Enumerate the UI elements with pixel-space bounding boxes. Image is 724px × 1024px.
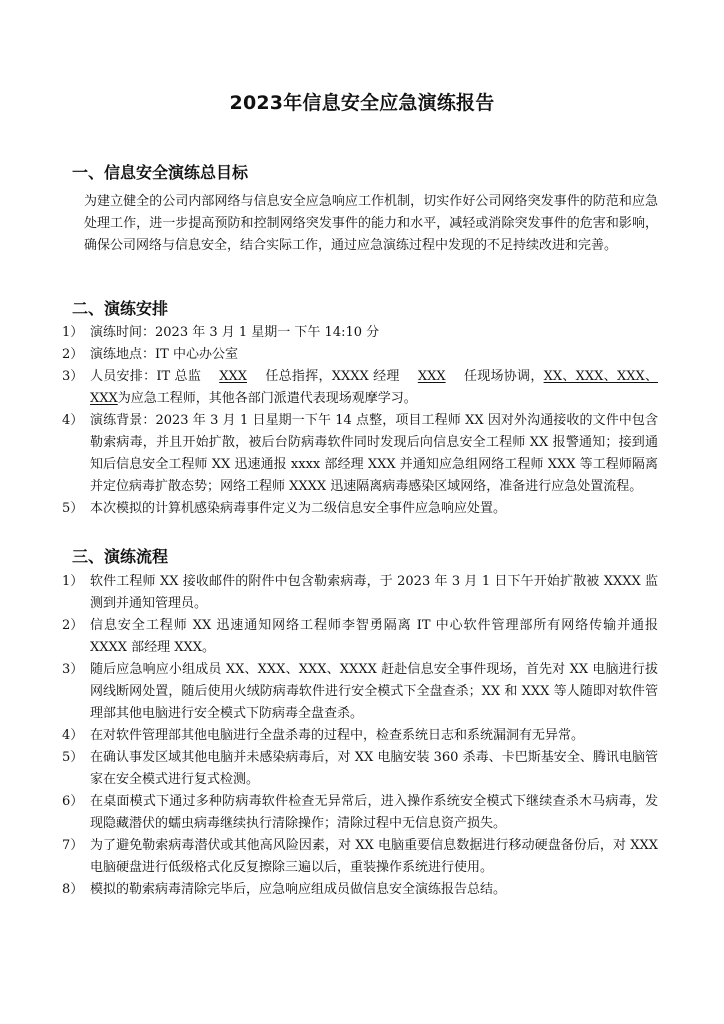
list-item [62,879,658,901]
list-item-text: 任总指挥，XXXX 经理 [265,369,400,384]
list-item-text: 在桌面模式下通过多种防病毒软件检查无异常后，进入操作系统安全模式下继续查杀木马病毒，发现隐藏潜伏的蠕虫病毒继续执行清除操作；清除过程中无信息资产损失。 [90,794,658,831]
section-2-heading: 二、演练安排 [72,299,169,318]
list-item [62,322,658,344]
underlined-blank: XXX [417,369,446,384]
section-2-list [62,322,658,520]
section-1-paragraph: 为建立健全的公司内部网络与信息安全应急响应工作机制，切实作好公司网络突发事件的防范和应急处理工作，进一步提高预防和控制网络突发事件的能力和水平，减轻或消除突发事件的危害和影响，确保公司网络与信息安全，结合实际工作，通过应急演练过程中发现的不足持续改进和完善。 [84,194,658,253]
section-3-heading: 三、演练流程 [72,547,169,566]
list-item [62,498,658,520]
list-item-text: 演练背景：2023 年 3 月 1 日星期一下午 14 点整，项目工程师 XX 因对外沟通接收的文件中包含勒索病毒，并且开始扩散，被后台防病毒软件同时发现后向信息安全工程师 XX 报警通知；接到通知后信息安全工程师 XX 迅速通报 xxxx 部经理 XXX 并通知应急组网络工程师 XXX 等工程师隔离并定位病毒扩散态势；网络工程师 XXXX 迅速隔离病毒感染区域网络，准备进行应急处置流程。 [90,413,658,494]
list-item [62,835,658,879]
list-item-text: 随后应急响应小组成员 XX、XXX、XXX、XXXX 赶赴信息安全事件现场，首先对 XX 电脑进行拔网线断网处置，随后使用火绒防病毒软件进行安全模式下全盘查杀；XX 和 XXX 等人随即对软件管理部其他电脑进行安全模式下防病毒全盘查杀。 [90,662,658,721]
list-item [62,659,658,725]
list-item-text: 任现场协调， [463,369,544,384]
list-item [62,615,658,659]
list-item-text: 本次模拟的计算机感染病毒事件定义为二级信息安全事件应急响应处置。 [90,501,507,516]
list-item-number: 3） [62,369,84,384]
document-title: 2023年信息安全应急演练报告 [229,92,495,114]
list-item-number: 5） [62,501,84,516]
list-item-number: 1） [62,574,84,589]
list-item-number: 3） [62,662,84,677]
list-item-text: 信息安全工程师 XX 迅速通知网络工程师李智勇隔离 IT 中心软件管理部所有网络传输并通报 XXXX 部经理 XXX。 [90,618,658,655]
list-item [62,366,658,410]
list-item-text: 演练地点：IT 中心办公室 [90,347,238,362]
list-item-text: 为应急工程师，其他各部门派遣代表现场观摩学习。 [117,391,417,406]
list-item [62,410,658,498]
section-3-list [62,571,658,901]
list-item-number: 8） [62,882,84,897]
list-item-number: 2） [62,618,84,633]
list-item-text: 软件工程师 XX 接收邮件的附件中包含勒索病毒，于 2023 年 3 月 1 日下午开始扩散被 XXXX 监测到并通知管理员。 [90,574,658,611]
list-item [62,571,658,615]
list-item-number: 7） [62,838,84,853]
list-item-number: 6） [62,794,84,809]
list-item-text: 为了避免勒索病毒潜伏或其他高风险因素，对 XX 电脑重要信息数据进行移动硬盘备份后，对 XXX 电脑硬盘进行低级格式化反复擦除三遍以后，重装操作系统进行使用。 [90,838,658,875]
list-item-text: 在对软件管理部其他电脑进行全盘杀毒的过程中，检查系统日志和系统漏洞有无异常。 [90,728,585,743]
list-item-number: 4） [62,728,84,743]
list-item-number: 4） [62,413,84,428]
list-item [62,725,658,747]
section-1-heading: 一、信息安全演练总目标 [72,163,249,182]
list-item-text: 人员安排：IT 总监 [90,369,202,384]
underlined-names: XX、XXX、XXX、XXX [90,369,658,406]
list-item-text: 模拟的勒索病毒清除完毕后，应急响应组成员做信息安全演练报告总结。 [90,882,507,897]
list-item-text: 在确认事发区域其他电脑并未感染病毒后，对 XX 电脑安装 360 杀毒、卡巴斯基安全、腾讯电脑管家在安全模式进行复式检测。 [90,750,658,787]
list-item [62,747,658,791]
list-item-number: 5） [62,750,84,765]
list-item [62,791,658,835]
list-item-number: 1） [62,325,84,340]
list-item-number: 2） [62,347,84,362]
list-item [62,344,658,366]
list-item-text: 演练时间：2023 年 3 月 1 星期一 下午 14:10 分 [90,325,380,340]
underlined-blank: XXX [219,369,247,384]
